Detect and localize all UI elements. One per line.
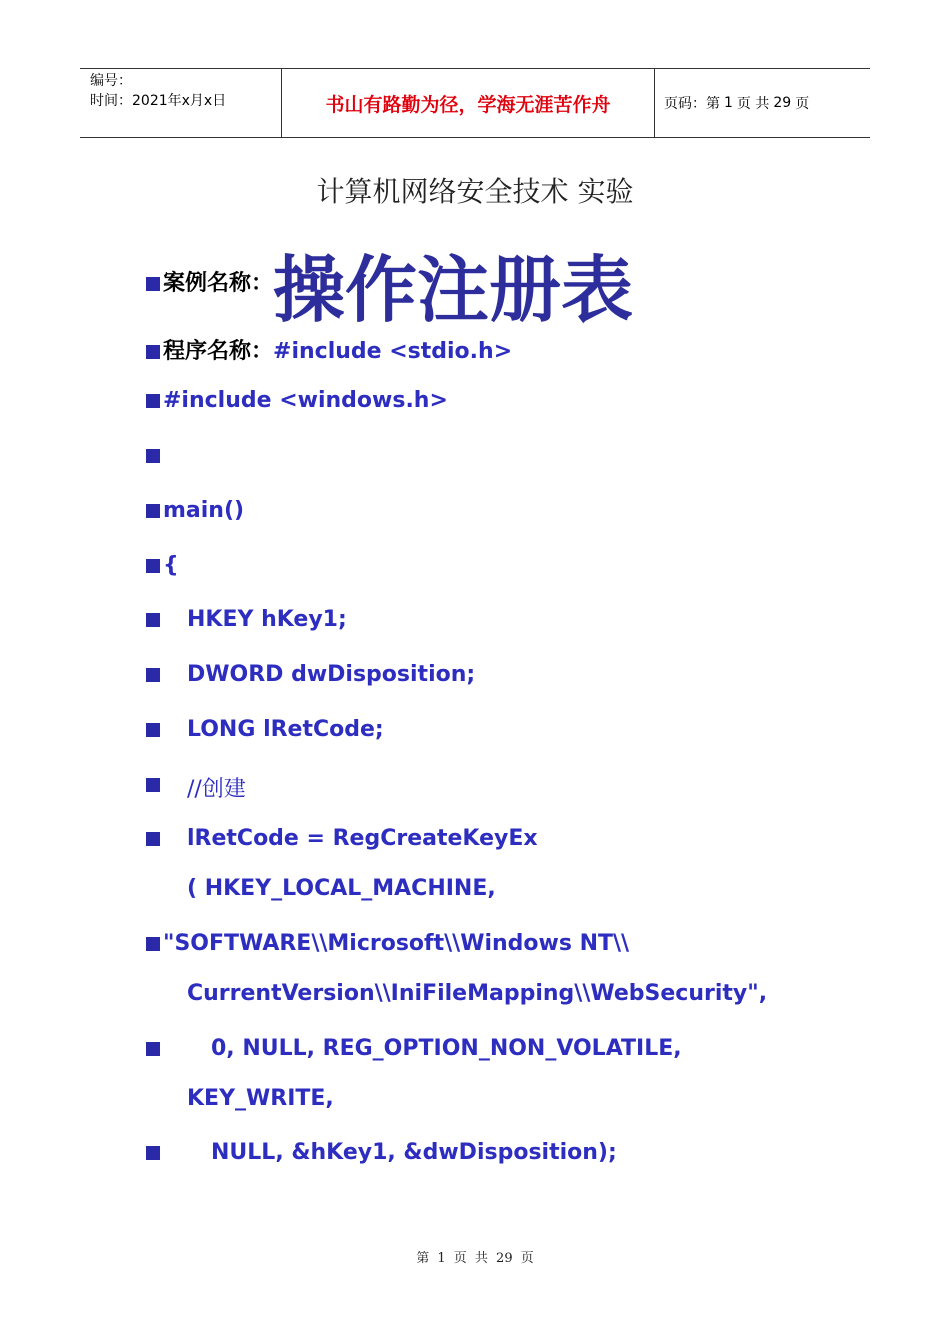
code-line: [146, 717, 163, 742]
code-line: [146, 1036, 163, 1061]
code-text: DWORD dwDisposition;: [187, 662, 476, 687]
header-info: [80, 69, 281, 137]
code-line: [146, 334, 512, 365]
page-mid: 页 共: [736, 96, 770, 112]
code-text: HKEY hKey1;: [187, 607, 347, 632]
code-text: "SOFTWARE\\Microsoft\\Windows NT\\: [163, 931, 630, 956]
bullet-icon: [146, 778, 160, 792]
page-label: 页码：第: [664, 96, 720, 112]
bullet-icon: [146, 394, 160, 408]
code-line: [146, 388, 448, 413]
bullet-icon: [146, 345, 160, 359]
code-line: [146, 931, 629, 956]
page-total: 29: [773, 95, 792, 111]
code-line: [146, 607, 163, 632]
bullet-icon: [146, 1042, 160, 1056]
bullet-icon: [146, 449, 160, 463]
code-text: ( HKEY_LOCAL_MACHINE,: [187, 876, 496, 901]
code-line: [146, 826, 163, 851]
case-label: 案例名称：: [163, 271, 274, 296]
code-line: [146, 498, 244, 523]
case-name: 操作注册表: [273, 247, 634, 332]
doc-number-label: 编号：: [90, 73, 132, 89]
code-text: KEY_WRITE,: [187, 1086, 334, 1111]
header-motto: 书山有路勤为径，学海无涯苦作舟: [281, 69, 655, 137]
code-text: LONG lRetCode;: [187, 717, 384, 742]
code-line: [146, 553, 179, 578]
code-line: [146, 1140, 163, 1165]
page-end: 页: [795, 96, 810, 112]
code-text: main(): [163, 498, 245, 523]
code-text: {: [163, 553, 179, 578]
page-number: 1: [724, 95, 733, 111]
document-title: 计算机网络安全技术 实验: [316, 175, 634, 208]
code-text: lRetCode = RegCreateKeyEx: [187, 826, 538, 851]
code-comment: //创建: [187, 777, 246, 802]
bullet-icon: [146, 668, 160, 682]
code-line: [146, 772, 163, 797]
header-page-info: [655, 69, 870, 137]
bullet-icon: [146, 613, 160, 627]
code-text: 0, NULL, REG_OPTION_NON_VOLATILE,: [211, 1036, 682, 1061]
code-text: NULL, &hKey1, &dwDisposition);: [211, 1140, 617, 1165]
bullet-icon: [146, 277, 160, 291]
bullet-icon: [146, 504, 160, 518]
code-line: [146, 443, 163, 468]
code-text: CurrentVersion\\IniFileMapping\\WebSecurity",: [187, 981, 768, 1006]
header-table: [80, 68, 870, 138]
bullet-icon: [146, 1146, 160, 1160]
bullet-icon: [146, 723, 160, 737]
bullet-icon: [146, 559, 160, 573]
code-line: [146, 662, 163, 687]
code-text: #include <windows.h>: [163, 388, 448, 413]
bullet-icon: [146, 832, 160, 846]
case-line: [146, 232, 633, 336]
doc-time: 时间：2021年x月x日: [90, 93, 227, 109]
program-label: 程序名称：: [163, 339, 274, 364]
bullet-icon: [146, 937, 160, 951]
page-footer: 第 1 页 共 29 页: [416, 1251, 534, 1266]
code-text: #include <stdio.h>: [273, 339, 513, 364]
